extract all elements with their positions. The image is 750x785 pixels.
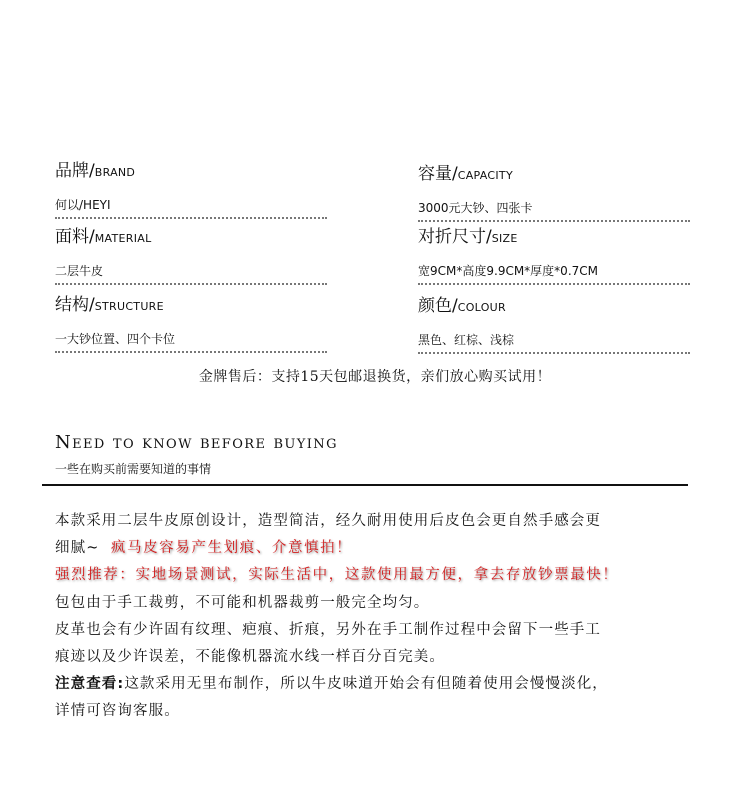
warning-text: 疯马皮容易产生划痕、介意慎拍！ — [110, 540, 353, 557]
section-subtitle: 一些在购买前需要知道的事情 — [55, 462, 212, 476]
spec-label: 颜色/COLOUR — [418, 296, 506, 316]
spec-capacity — [418, 164, 690, 222]
spec-label: 结构/STRUCTURE — [55, 295, 164, 315]
dotted-divider — [418, 352, 690, 354]
dotted-divider — [418, 283, 690, 285]
spec-value: 宽9CM*高度9.9CM*厚度*0.7CM — [418, 264, 599, 278]
spec-material — [55, 227, 327, 285]
notice-line: 本款采用二层牛皮原创设计，造型简洁，经久耐用使用后皮色会更自然手感会更 — [55, 513, 601, 529]
attention-label: 注意查看: — [55, 676, 125, 693]
notice-body — [55, 508, 695, 726]
spec-colour — [418, 296, 690, 354]
notice-line: 包包由于手工裁剪，不可能和机器裁剪一般完全均匀。 — [55, 594, 430, 611]
notice-line: 痕迹以及少许误差，不能像机器流水线一样百分百完美。 — [55, 649, 445, 666]
spec-label: 品牌/BRAND — [55, 161, 136, 181]
dotted-divider — [55, 283, 327, 285]
spec-value: 黑色、红棕、浅棕 — [418, 333, 515, 347]
spec-label: 对折尺寸/SIZE — [418, 227, 518, 247]
dotted-divider — [55, 217, 327, 219]
section-title: Need to know before buying — [55, 432, 338, 453]
notice-line: 皮革也会有少许固有纹理、疤痕、折痕，另外在手工制作过程中会留下一些手工 — [55, 621, 601, 638]
spec-brand — [55, 161, 327, 219]
spec-size — [418, 227, 690, 285]
warranty-note: 金牌售后：支持15天包邮退换货，亲们放心购买试用！ — [198, 369, 552, 385]
notice-line: 详情可咨询客服。 — [55, 703, 180, 720]
spec-value: 何以/HEYI — [55, 198, 111, 212]
notice-line: 细腻~ 疯马皮容易产生划痕、介意慎拍！ — [55, 540, 353, 557]
spec-label: 面料/MATERIAL — [55, 227, 152, 247]
dotted-divider — [55, 351, 327, 353]
spec-value: 一大钞位置、四个卡位 — [55, 332, 176, 346]
spec-label: 容量/CAPACITY — [418, 164, 513, 184]
dotted-divider — [418, 220, 690, 222]
spec-value: 二层牛皮 — [55, 264, 104, 278]
spec-value: 3000元大钞、四张卡 — [418, 201, 533, 215]
recommendation-text: 强烈推荐：实地场景测试，实际生活中，这款使用最方便，拿去存放钞票最快！ — [55, 567, 619, 584]
spec-structure — [55, 295, 327, 353]
section-divider — [42, 484, 688, 486]
notice-line: 注意查看:这款采用无里布制作，所以牛皮味道开始会有但随着使用会慢慢淡化， — [55, 676, 608, 693]
